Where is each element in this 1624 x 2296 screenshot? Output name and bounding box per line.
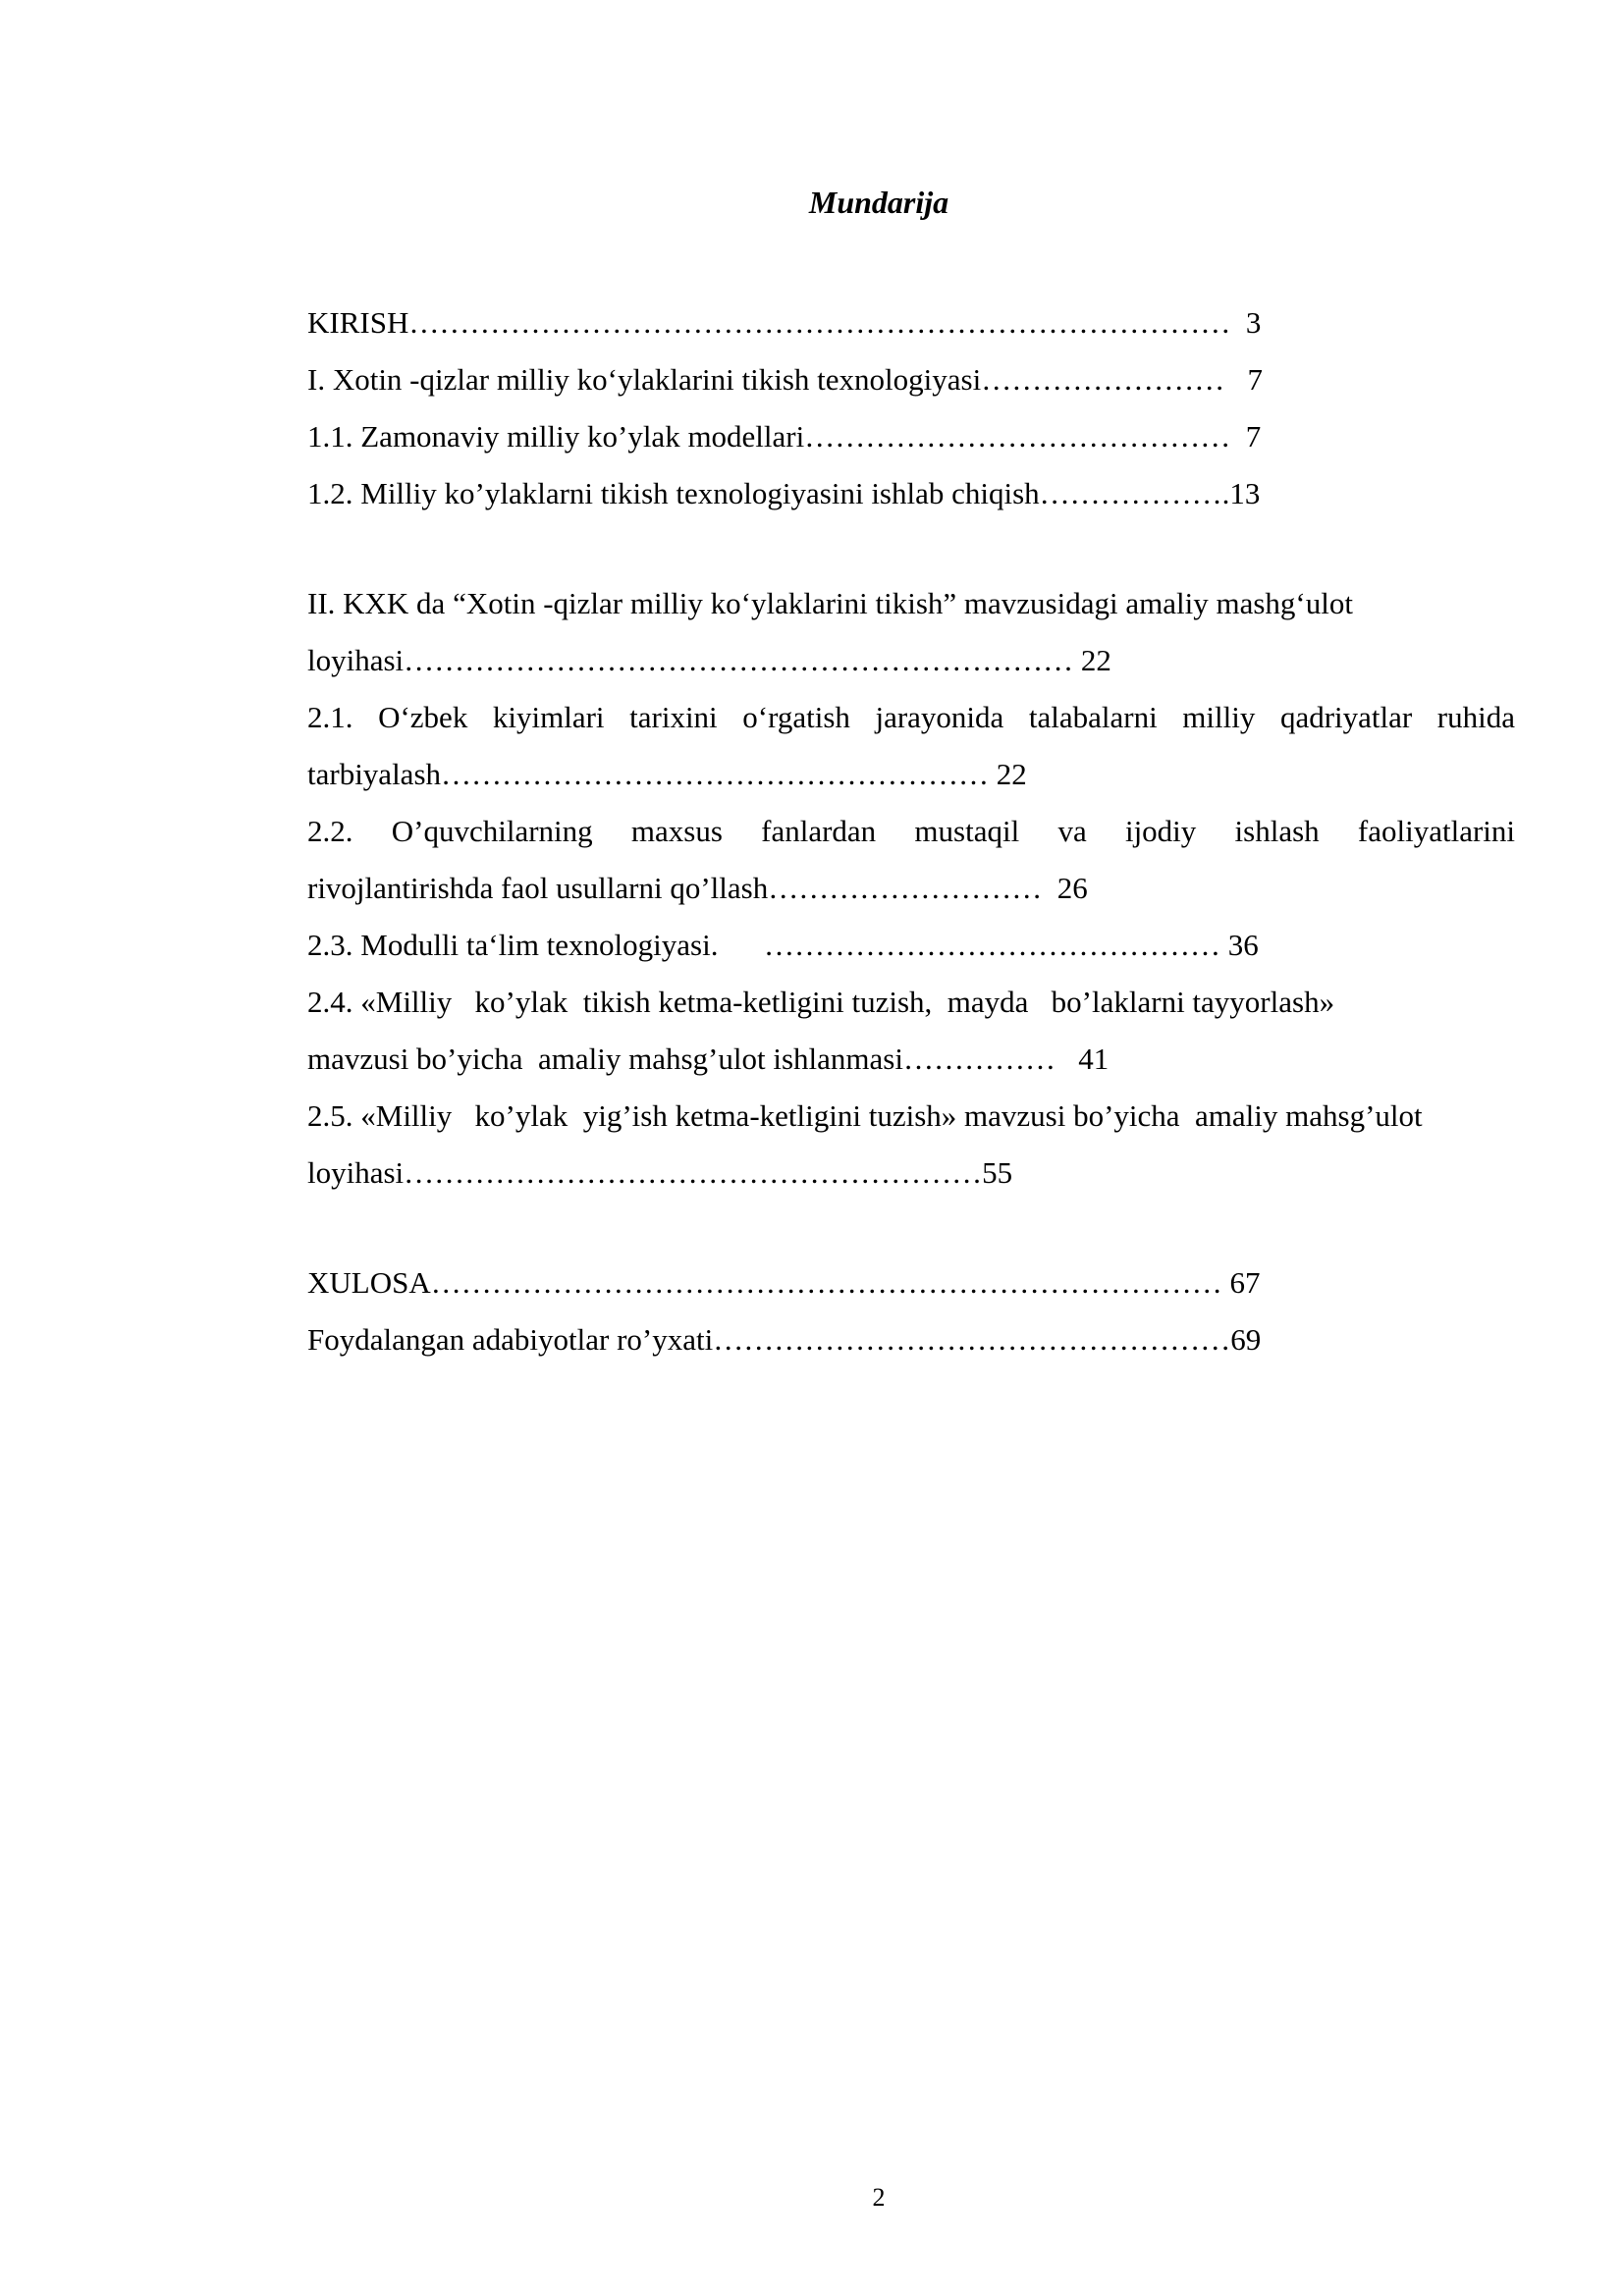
toc-entry-section-2-4-line-1: 2.4. «Milliy ko’ylak tikish ketma-ketligini tuzish, mayda bo’laklarni tayyorlash» [307, 985, 1335, 1019]
toc-entry-section-2-5-line-1: 2.5. «Milliy ko’ylak yig’ish ketma-ketligini tuzish» mavzusi bo’yicha amaliy mahsg’ulot [307, 1098, 1423, 1133]
table-of-contents [307, 294, 1515, 1368]
page-title: Mundarija [808, 185, 949, 220]
toc-entry-section-2-5-line-2: loyihasi…………………………………………………55 [307, 1155, 1013, 1190]
toc-entry-section-2-1-line-1: 2.1. O‘zbek kiyimlari tarixini o‘rgatish jarayonida talabalarni milliy qadriyatlar ruhida [307, 700, 1515, 734]
toc-entry-xulosa: XULOSA…………………………………………………………………… 67 [307, 1265, 1261, 1300]
toc-entry-kirish: KIRISH……………………………………………………………………… 3 [307, 305, 1262, 340]
toc-entry-section-2-1-line-2: tarbiyalash……………………………………………… 22 [307, 757, 1027, 791]
toc-entry-section-2-4-line-2: mavzusi bo’yicha amaliy mahsg’ulot ishlanmasi…………… 41 [307, 1041, 1110, 1076]
toc-spacer [307, 522, 1515, 575]
toc-entry-section-1-2: 1.2. Milliy ko’ylaklarni tikish texnologiyasini ishlab chiqish……………….13 [307, 476, 1261, 510]
toc-entry-section-1-1: 1.1. Zamonaviy milliy ko’ylak modellari…………………………………… 7 [307, 419, 1262, 454]
page-number: 2 [872, 2183, 886, 2212]
toc-entry-section-2-2-line-1: 2.2. O’quvchilarning maxsus fanlardan mustaqil va ijodiy ishlash faoliyatlarini [307, 814, 1515, 848]
toc-entry-adabiyotlar: Foydalangan adabiyotlar ro’yxati……………………………………………69 [307, 1322, 1262, 1357]
toc-entry-chapter-1: I. Xotin -qizlar milliy ko‘ylaklarini tikish texnologiyasi…………………… 7 [307, 362, 1263, 397]
toc-entry-chapter-2-line-1: II. KXK da “Xotin -qizlar milliy ko‘ylaklarini tikish” mavzusidagi amaliy mashg‘ulot [307, 586, 1353, 620]
toc-entry-chapter-2-line-2: loyihasi………………………………………………………… 22 [307, 643, 1111, 677]
toc-entry-section-2-3: 2.3. Modulli ta‘lim texnologiyasi. ……………………………………… 36 [307, 928, 1259, 962]
toc-entry-section-2-2-line-2: rivojlantirishda faol usullarni qo’llash……………………… 26 [307, 871, 1088, 905]
toc-spacer [307, 1201, 1515, 1255]
